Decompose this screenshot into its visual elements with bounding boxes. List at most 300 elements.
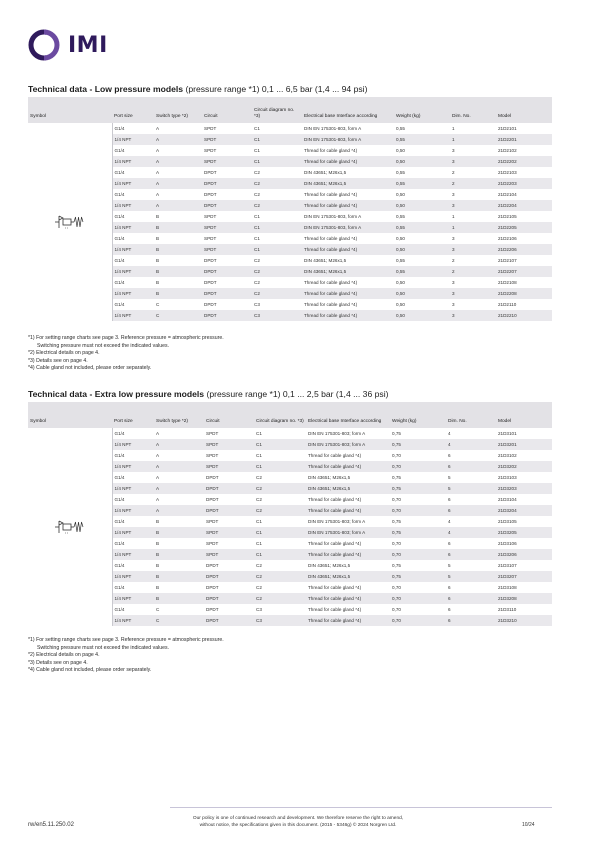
cell-port-size: 1/4 NPT bbox=[112, 266, 154, 277]
cell-dim-no: 1 bbox=[452, 214, 455, 219]
cell-switch-type: B bbox=[154, 527, 204, 538]
cell-switch-type: A bbox=[156, 126, 160, 131]
col-model: Model bbox=[496, 402, 552, 428]
cell-model: 21D2201 bbox=[496, 134, 552, 145]
col-symbol: Symbol bbox=[28, 402, 112, 428]
cell-switch-type: C bbox=[156, 607, 160, 612]
cell-electrical-base: DIN EN 175301-803, form A bbox=[304, 126, 362, 131]
cell-switch-type: B bbox=[154, 571, 204, 582]
cell-weight: 0,55 bbox=[396, 170, 405, 175]
cell-circuit: DPDT bbox=[202, 200, 252, 211]
col-circuit-diagram: Circuit diagram no. *3) bbox=[254, 402, 306, 428]
cell-port-size: G1/4 bbox=[114, 519, 125, 524]
cell-model: 21D2105 bbox=[498, 214, 517, 219]
cell-dim-no: 6 bbox=[446, 505, 496, 516]
cell-circuit-diagram: C3 bbox=[252, 310, 302, 321]
cell-electrical-base: Thread for cable gland *4) bbox=[302, 156, 394, 167]
cell-dim-no: 1 bbox=[450, 134, 496, 145]
cell-electrical-base: Thread for cable gland *4) bbox=[306, 461, 390, 472]
cell-circuit-diagram: C1 bbox=[254, 236, 260, 241]
cell-weight: 0,50 bbox=[394, 288, 450, 299]
section-extra-low-pressure bbox=[28, 389, 552, 626]
cell-electrical-base: DIN EN 175301-803; form A bbox=[306, 527, 390, 538]
cell-circuit-diagram: C2 bbox=[256, 497, 262, 502]
cell-model: 21D2204 bbox=[496, 200, 552, 211]
cell-switch-type: A bbox=[154, 156, 202, 167]
cell-circuit-diagram: C1 bbox=[252, 244, 302, 255]
cell-port-size: 1/4 NPT bbox=[112, 288, 154, 299]
cell-model: 21D3108 bbox=[498, 585, 517, 590]
cell-circuit-diagram: C2 bbox=[256, 475, 262, 480]
cell-switch-type: A bbox=[156, 148, 160, 153]
cell-weight: 0,75 bbox=[390, 439, 446, 450]
cell-model: 21D2203 bbox=[496, 178, 552, 189]
cell-dim-no: 4 bbox=[448, 519, 451, 524]
cell-dim-no: 6 bbox=[448, 497, 451, 502]
cell-switch-type: B bbox=[156, 280, 160, 285]
cell-dim-no: 6 bbox=[446, 461, 496, 472]
col-port-size: Port size bbox=[112, 402, 154, 428]
notes-low bbox=[28, 335, 552, 373]
cell-circuit-diagram: C2 bbox=[256, 563, 262, 568]
cell-circuit: DPDT bbox=[204, 571, 254, 582]
cell-weight: 0,70 bbox=[392, 541, 401, 546]
cell-circuit-diagram: C1 bbox=[256, 431, 262, 436]
cell-circuit: SPDT bbox=[204, 461, 254, 472]
disclaimer-line-1: Our policy is one of continued research and development. We therefore reserve the right to amend, bbox=[192, 816, 404, 821]
cell-circuit: DPDT bbox=[204, 615, 254, 626]
cell-electrical-base: Thread for cable gland *4) bbox=[306, 505, 390, 516]
cell-dim-no: 1 bbox=[450, 222, 496, 233]
cell-switch-type: B bbox=[156, 214, 160, 219]
cell-weight: 0,50 bbox=[396, 302, 405, 307]
table-row bbox=[28, 123, 552, 134]
note-3: *3) Details see on page 4. bbox=[28, 357, 88, 364]
cell-switch-type: B bbox=[154, 549, 204, 560]
cell-circuit-diagram: C1 bbox=[252, 156, 302, 167]
page-number: 10/24 bbox=[522, 822, 535, 828]
cell-model: 21D2101 bbox=[498, 126, 517, 131]
cell-dim-no: 6 bbox=[446, 615, 496, 626]
cell-model: 21D2103 bbox=[498, 170, 517, 175]
cell-model: 21D2106 bbox=[498, 236, 517, 241]
cell-electrical-base: DIN EN 175301-803; form A bbox=[308, 431, 366, 436]
cell-port-size: G1/4 bbox=[114, 302, 125, 307]
cell-circuit-diagram: C2 bbox=[252, 266, 302, 277]
cell-circuit: DPDT bbox=[204, 483, 254, 494]
cell-circuit-diagram: C2 bbox=[252, 178, 302, 189]
cell-electrical-base: DIN 43651; M26x1,5 bbox=[302, 266, 394, 277]
cell-circuit: SPDT bbox=[204, 527, 254, 538]
cell-weight: 0,55 bbox=[394, 178, 450, 189]
cell-electrical-base: DIN 43651; M26x1,5 bbox=[308, 563, 351, 568]
cell-dim-no: 3 bbox=[452, 236, 455, 241]
section-title: Technical data - Low pressure models (pressure range *1) 0,1 ... 6,5 bar (1,4 ... 94 psi) bbox=[28, 84, 368, 94]
cell-dim-no: 3 bbox=[450, 310, 496, 321]
cell-port-size: G1/4 bbox=[114, 236, 125, 241]
cell-circuit-diagram: C1 bbox=[252, 134, 302, 145]
cell-electrical-base: DIN 43651; M26x1,5 bbox=[308, 475, 351, 480]
cell-model: 21D3102 bbox=[498, 453, 517, 458]
cell-electrical-base: Thread for cable gland *4) bbox=[302, 310, 394, 321]
cell-dim-no: 6 bbox=[446, 549, 496, 560]
cell-weight: 0,70 bbox=[390, 549, 446, 560]
col-switch-type: Switch type *2) bbox=[154, 97, 202, 123]
cell-circuit-diagram: C2 bbox=[256, 585, 262, 590]
note-1b: Switching pressure must not exceed the indicated values. bbox=[37, 342, 170, 349]
cell-electrical-base: Thread for cable gland *4) bbox=[302, 200, 394, 211]
cell-switch-type: A bbox=[154, 483, 204, 494]
cell-weight: 0,70 bbox=[390, 615, 446, 626]
cell-switch-type: B bbox=[156, 258, 160, 263]
cell-port-size: G1/4 bbox=[114, 607, 125, 612]
cell-dim-no: 3 bbox=[452, 148, 455, 153]
cell-model: 21D2206 bbox=[496, 244, 552, 255]
cell-switch-type: B bbox=[156, 519, 160, 524]
table-header bbox=[28, 97, 552, 123]
cell-port-size: 1/4 NPT bbox=[112, 571, 154, 582]
col-model: Model bbox=[496, 97, 552, 123]
cell-circuit-diagram: C2 bbox=[254, 170, 260, 175]
cell-switch-type: B bbox=[154, 244, 202, 255]
cell-circuit-diagram: C1 bbox=[254, 461, 306, 472]
cell-circuit: DPDT bbox=[204, 170, 217, 175]
cell-model: 21D3204 bbox=[496, 505, 552, 516]
cell-weight: 0,50 bbox=[396, 236, 405, 241]
cell-electrical-base: Thread for cable gland *4) bbox=[308, 607, 362, 612]
cell-port-size: 1/4 NPT bbox=[112, 527, 154, 538]
cell-switch-type: A bbox=[156, 192, 160, 197]
cell-electrical-base: Thread for cable gland *4) bbox=[306, 593, 390, 604]
cell-weight: 0,50 bbox=[396, 280, 405, 285]
col-dim-no: Dim. No. bbox=[450, 97, 496, 123]
cell-electrical-base: DIN 43651; M26x1,5 bbox=[304, 170, 347, 175]
cell-port-size: 1/4 NPT bbox=[112, 505, 154, 516]
cell-switch-type: B bbox=[154, 593, 204, 604]
cell-circuit: DPDT bbox=[204, 192, 217, 197]
cell-circuit-diagram: C1 bbox=[254, 126, 260, 131]
cell-dim-no: 1 bbox=[452, 126, 455, 131]
cell-model: 21D3103 bbox=[498, 475, 517, 480]
cell-weight: 0,55 bbox=[394, 222, 450, 233]
cell-dim-no: 6 bbox=[448, 607, 451, 612]
cell-weight: 0,50 bbox=[394, 310, 450, 321]
cell-circuit-diagram: C3 bbox=[254, 615, 306, 626]
cell-circuit: SPDT bbox=[204, 214, 217, 219]
cell-weight: 0,50 bbox=[396, 192, 405, 197]
cell-circuit: SPDT bbox=[204, 148, 217, 153]
cell-circuit: SPDT bbox=[204, 549, 254, 560]
cell-dim-no: 2 bbox=[450, 266, 496, 277]
cell-switch-type: A bbox=[154, 505, 204, 516]
cell-electrical-base: DIN EN 175301-803, form A bbox=[302, 222, 394, 233]
cell-circuit: SPDT bbox=[204, 126, 217, 131]
cell-port-size: G1/4 bbox=[114, 214, 125, 219]
cell-model: 21D3207 bbox=[496, 571, 552, 582]
cell-model: 21D2202 bbox=[496, 156, 552, 167]
pressure-switch-symbol-icon bbox=[53, 213, 87, 231]
table-header bbox=[28, 402, 552, 428]
cell-circuit: DPDT bbox=[206, 607, 219, 612]
cell-circuit-diagram: C1 bbox=[252, 222, 302, 233]
cell-circuit: DPDT bbox=[206, 585, 219, 590]
cell-port-size: 1/4 NPT bbox=[112, 461, 154, 472]
cell-weight: 0,50 bbox=[394, 156, 450, 167]
cell-weight: 0,75 bbox=[392, 431, 401, 436]
cell-electrical-base: Thread for cable gland *4) bbox=[302, 244, 394, 255]
cell-weight: 0,75 bbox=[392, 563, 401, 568]
cell-dim-no: 3 bbox=[452, 280, 455, 285]
col-electrical-base: Electrical base Interface according bbox=[302, 97, 394, 123]
cell-circuit: DPDT bbox=[204, 505, 254, 516]
cell-model: 21D2205 bbox=[496, 222, 552, 233]
cell-dim-no: 6 bbox=[448, 585, 451, 590]
note-1: *1) For setting range charts see page 3. Reference pressure = atmospheric pressure. bbox=[28, 335, 224, 341]
cell-dim-no: 6 bbox=[448, 541, 451, 546]
cell-dim-no: 5 bbox=[448, 563, 451, 568]
footer-divider bbox=[170, 807, 552, 808]
cell-weight: 0,55 bbox=[394, 134, 450, 145]
cell-electrical-base: Thread for cable gland *4) bbox=[308, 585, 362, 590]
cell-switch-type: A bbox=[156, 431, 160, 436]
cell-circuit: SPDT bbox=[202, 244, 252, 255]
cell-port-size: G1/4 bbox=[114, 541, 125, 546]
cell-circuit: SPDT bbox=[206, 519, 219, 524]
note-4: *4) Cable gland not included, please order separately. bbox=[28, 667, 152, 674]
cell-circuit: DPDT bbox=[206, 563, 219, 568]
col-circuit-diagram: Circuit diagram no. *3) bbox=[252, 97, 302, 123]
cell-switch-type: A bbox=[156, 453, 160, 458]
note-2: *2) Electrical details on page 4. bbox=[28, 652, 100, 659]
cell-switch-type: A bbox=[154, 461, 204, 472]
cell-port-size: G1/4 bbox=[114, 148, 125, 153]
pressure-switch-symbol-icon bbox=[53, 518, 87, 536]
cell-port-size: 1/4 NPT bbox=[112, 156, 154, 167]
cell-switch-type: A bbox=[154, 200, 202, 211]
cell-circuit: DPDT bbox=[202, 288, 252, 299]
cell-circuit: DPDT bbox=[202, 178, 252, 189]
cell-dim-no: 2 bbox=[450, 178, 496, 189]
cell-electrical-base: Thread for cable gland *4) bbox=[304, 236, 358, 241]
imi-logo bbox=[28, 28, 108, 62]
cell-dim-no: 5 bbox=[446, 483, 496, 494]
cell-dim-no: 3 bbox=[450, 244, 496, 255]
imi-logo-icon bbox=[28, 28, 64, 62]
cell-circuit-diagram: C2 bbox=[254, 483, 306, 494]
cell-circuit-diagram: C1 bbox=[256, 541, 262, 546]
cell-weight: 0,75 bbox=[390, 571, 446, 582]
cell-circuit: DPDT bbox=[206, 475, 219, 480]
cell-switch-type: C bbox=[154, 310, 202, 321]
cell-electrical-base: Thread for cable gland *4) bbox=[306, 615, 390, 626]
cell-port-size: G1/4 bbox=[114, 126, 125, 131]
cell-dim-no: 2 bbox=[452, 258, 455, 263]
cell-electrical-base: DIN EN 175301-803; form A bbox=[308, 519, 366, 524]
cell-circuit: DPDT bbox=[204, 280, 217, 285]
cell-switch-type: A bbox=[156, 475, 160, 480]
cell-model: 21D3105 bbox=[498, 519, 517, 524]
cell-weight: 0,70 bbox=[390, 593, 446, 604]
cell-circuit: DPDT bbox=[202, 266, 252, 277]
cell-weight: 0,55 bbox=[396, 258, 405, 263]
cell-electrical-base: Thread for cable gland *4) bbox=[302, 288, 394, 299]
cell-electrical-base: Thread for cable gland *4) bbox=[308, 497, 362, 502]
note-2: *2) Electrical details on page 4. bbox=[28, 350, 100, 357]
cell-electrical-base: Thread for cable gland *4) bbox=[308, 453, 362, 458]
footer-disclaimer bbox=[140, 815, 456, 829]
cell-weight: 0,75 bbox=[392, 475, 401, 480]
cell-dim-no: 3 bbox=[450, 156, 496, 167]
cell-switch-type: B bbox=[154, 222, 202, 233]
cell-circuit-diagram: C1 bbox=[254, 439, 306, 450]
cell-model: 21D2108 bbox=[498, 280, 517, 285]
cell-circuit-diagram: C1 bbox=[254, 527, 306, 538]
cell-circuit: SPDT bbox=[204, 236, 217, 241]
cell-weight: 0,55 bbox=[396, 214, 405, 219]
cell-circuit-diagram: C2 bbox=[254, 280, 260, 285]
cell-port-size: 1/4 NPT bbox=[112, 222, 154, 233]
cell-circuit-diagram: C1 bbox=[254, 549, 306, 560]
cell-switch-type: A bbox=[156, 497, 160, 502]
cell-circuit: SPDT bbox=[204, 439, 254, 450]
cell-port-size: 1/4 NPT bbox=[112, 200, 154, 211]
cell-dim-no: 4 bbox=[448, 431, 451, 436]
cell-dim-no: 3 bbox=[450, 288, 496, 299]
tech-table-extra-low bbox=[28, 402, 553, 626]
note-1b: Switching pressure must not exceed the indicated values. bbox=[37, 644, 170, 651]
cell-weight: 0,50 bbox=[396, 148, 405, 153]
cell-circuit-diagram: C2 bbox=[254, 571, 306, 582]
cell-circuit-diagram: C3 bbox=[254, 302, 260, 307]
cell-electrical-base: Thread for cable gland *4) bbox=[304, 148, 358, 153]
cell-port-size: 1/4 NPT bbox=[112, 439, 154, 450]
cell-weight: 0,50 bbox=[394, 200, 450, 211]
cell-switch-type: B bbox=[154, 266, 202, 277]
symbol-cell bbox=[28, 123, 112, 321]
cell-circuit-diagram: C1 bbox=[254, 214, 260, 219]
cell-model: 21D3107 bbox=[498, 563, 517, 568]
cell-weight: 0,70 bbox=[392, 497, 401, 502]
cell-model: 21D3205 bbox=[496, 527, 552, 538]
cell-circuit-diagram: C2 bbox=[252, 200, 302, 211]
cell-electrical-base: Thread for cable gland *4) bbox=[308, 541, 362, 546]
cell-model: 21D2207 bbox=[496, 266, 552, 277]
table-body bbox=[28, 123, 552, 321]
cell-electrical-base: DIN EN 175301-803; form A bbox=[306, 439, 390, 450]
cell-dim-no: 3 bbox=[452, 192, 455, 197]
symbol-cell bbox=[28, 428, 112, 626]
col-port-size: Port size bbox=[112, 97, 154, 123]
cell-weight: 0,55 bbox=[396, 126, 405, 131]
cell-dim-no: 5 bbox=[448, 475, 451, 480]
cell-circuit: SPDT bbox=[206, 431, 219, 436]
cell-model: 21D3210 bbox=[496, 615, 552, 626]
cell-model: 21D2107 bbox=[498, 258, 517, 263]
cell-model: 21D3202 bbox=[496, 461, 552, 472]
col-symbol: Symbol bbox=[28, 97, 112, 123]
cell-port-size: G1/4 bbox=[114, 258, 125, 263]
cell-weight: 0,70 bbox=[390, 505, 446, 516]
cell-dim-no: 3 bbox=[450, 200, 496, 211]
cell-circuit-diagram: C1 bbox=[256, 519, 262, 524]
col-weight: Weight (kg) bbox=[394, 97, 450, 123]
cell-circuit-diagram: C2 bbox=[252, 288, 302, 299]
section-low-pressure bbox=[28, 84, 552, 321]
cell-model: 21D2208 bbox=[496, 288, 552, 299]
cell-weight: 0,70 bbox=[390, 461, 446, 472]
cell-circuit: SPDT bbox=[206, 541, 219, 546]
cell-electrical-base: DIN EN 175301-803, form A bbox=[302, 134, 394, 145]
cell-switch-type: A bbox=[156, 170, 160, 175]
tech-table-low bbox=[28, 97, 553, 321]
cell-model: 21D2210 bbox=[496, 310, 552, 321]
cell-model: 21D3206 bbox=[496, 549, 552, 560]
cell-dim-no: 6 bbox=[446, 593, 496, 604]
cell-dim-no: 6 bbox=[448, 453, 451, 458]
cell-port-size: G1/4 bbox=[114, 475, 125, 480]
cell-switch-type: B bbox=[156, 563, 160, 568]
cell-model: 21D2104 bbox=[498, 192, 517, 197]
cell-dim-no: 2 bbox=[452, 170, 455, 175]
cell-switch-type: C bbox=[156, 302, 160, 307]
cell-electrical-base: Thread for cable gland *4) bbox=[304, 302, 358, 307]
section-title: Technical data - Extra low pressure models (pressure range *1) 0,1 ... 2,5 bar (1,4 ... 36 psi) bbox=[28, 389, 389, 399]
table-row bbox=[28, 428, 552, 439]
cell-switch-type: A bbox=[154, 439, 204, 450]
cell-model: 21D2110 bbox=[498, 302, 517, 307]
cell-switch-type: B bbox=[156, 236, 160, 241]
cell-electrical-base: DIN 43651; M26x1,5 bbox=[306, 571, 390, 582]
cell-switch-type: B bbox=[154, 288, 202, 299]
cell-weight: 0,70 bbox=[392, 585, 401, 590]
cell-circuit: DPDT bbox=[204, 258, 217, 263]
col-weight: Weight (kg) bbox=[390, 402, 446, 428]
cell-dim-no: 5 bbox=[446, 571, 496, 582]
table-body bbox=[28, 428, 552, 626]
cell-switch-type: A bbox=[154, 178, 202, 189]
cell-switch-type: B bbox=[156, 541, 160, 546]
cell-switch-type: C bbox=[154, 615, 204, 626]
col-switch-type: Switch type *2) bbox=[154, 402, 204, 428]
cell-dim-no: 4 bbox=[446, 527, 496, 538]
cell-port-size: G1/4 bbox=[114, 170, 125, 175]
note-4: *4) Cable gland not included, please order separately. bbox=[28, 365, 152, 372]
cell-model: 21D3106 bbox=[498, 541, 517, 546]
cell-model: 21D3104 bbox=[498, 497, 517, 502]
cell-model: 21D3203 bbox=[496, 483, 552, 494]
col-dim-no: Dim. No. bbox=[446, 402, 496, 428]
cell-weight: 0,75 bbox=[392, 519, 401, 524]
cell-circuit: SPDT bbox=[202, 134, 252, 145]
cell-circuit-diagram: C2 bbox=[254, 192, 260, 197]
cell-port-size: G1/4 bbox=[114, 453, 125, 458]
cell-circuit-diagram: C3 bbox=[256, 607, 262, 612]
cell-circuit-diagram: C2 bbox=[254, 593, 306, 604]
cell-port-size: 1/4 NPT bbox=[112, 549, 154, 560]
cell-electrical-base: Thread for cable gland *4) bbox=[306, 549, 390, 560]
col-electrical-base: Electrical base Interface according bbox=[306, 402, 390, 428]
cell-weight: 0,55 bbox=[394, 266, 450, 277]
cell-dim-no: 4 bbox=[446, 439, 496, 450]
cell-circuit: SPDT bbox=[202, 222, 252, 233]
cell-circuit: SPDT bbox=[202, 156, 252, 167]
cell-electrical-base: DIN EN 175301-803, form A bbox=[304, 214, 362, 219]
notes-extra-low bbox=[28, 637, 552, 675]
cell-port-size: 1/4 NPT bbox=[112, 593, 154, 604]
cell-dim-no: 3 bbox=[452, 302, 455, 307]
cell-circuit: DPDT bbox=[204, 593, 254, 604]
cell-model: 21D3110 bbox=[498, 607, 517, 612]
